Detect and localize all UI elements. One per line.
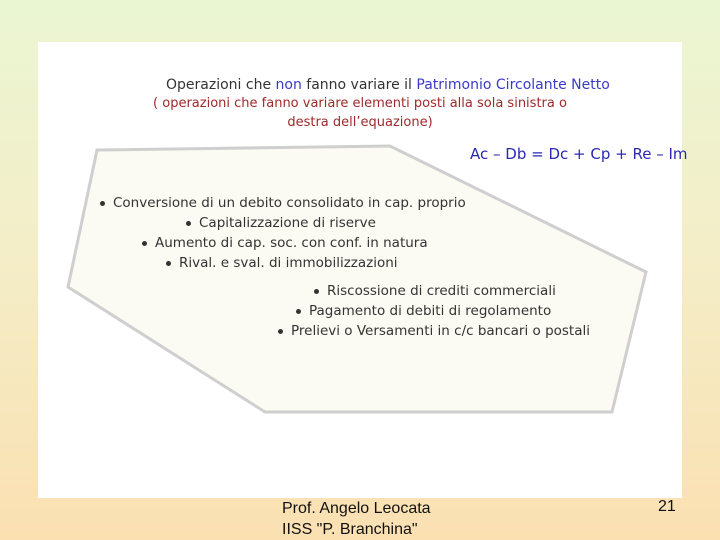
author-name: Prof. Angelo Leocata bbox=[282, 500, 431, 517]
school-name: IISS "P. Branchina" bbox=[282, 521, 418, 538]
list-item: Prelievi o Versamenti in c/c bancari o postali bbox=[278, 323, 590, 339]
bullet-icon bbox=[186, 221, 191, 226]
page-number: 21 bbox=[658, 498, 676, 515]
footer-author bbox=[282, 498, 431, 540]
bullet-icon bbox=[296, 309, 301, 314]
list-item: Aumento di cap. soc. con conf. in natura bbox=[142, 235, 428, 251]
equation: Ac – Db = Dc + Cp + Re – Im bbox=[470, 145, 688, 163]
bullet-icon bbox=[100, 201, 105, 206]
bullet-icon bbox=[278, 329, 283, 334]
subtitle-line-1: ( operazioni che fanno variare elementi posti alla sola sinistra o bbox=[153, 96, 567, 111]
bullet-icon bbox=[314, 289, 319, 294]
bullet-icon bbox=[166, 261, 171, 266]
list-item: Capitalizzazione di riserve bbox=[186, 215, 376, 231]
subtitle-line-2: destra dell’equazione) bbox=[287, 115, 433, 130]
list-item: Riscossione di crediti commerciali bbox=[314, 283, 556, 299]
list-item: Rival. e sval. di immobilizzazioni bbox=[166, 255, 398, 271]
bullet-icon bbox=[142, 241, 147, 246]
title-line: Operazioni che non fanno variare il Patrimonio Circolante Netto bbox=[166, 77, 610, 93]
list-item: Pagamento di debiti di regolamento bbox=[296, 303, 551, 319]
list-item: Conversione di un debito consolidato in cap. proprio bbox=[100, 195, 466, 211]
